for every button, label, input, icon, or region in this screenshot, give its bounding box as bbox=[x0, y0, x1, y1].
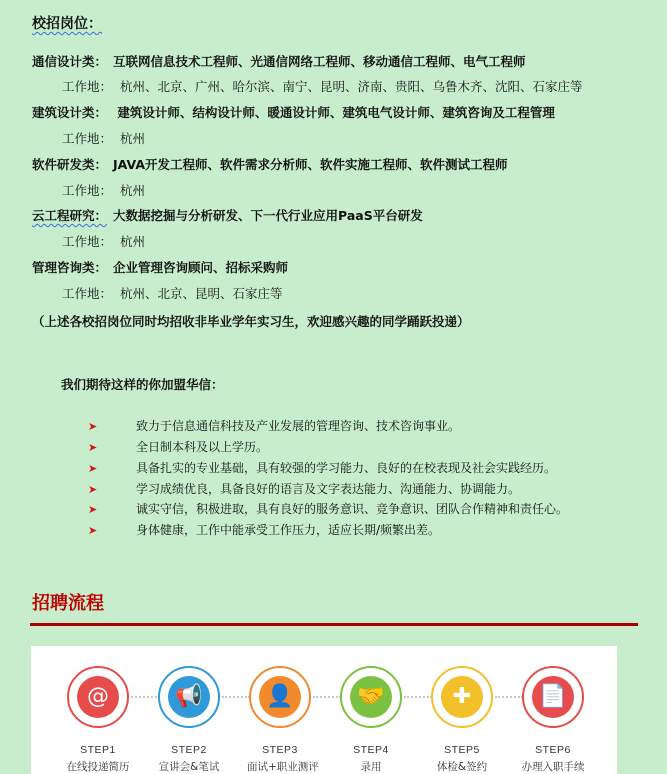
location-value: 杭州 bbox=[120, 183, 146, 198]
step-connector bbox=[222, 696, 250, 698]
location-label: 工作地： bbox=[62, 183, 113, 198]
medical-kit-icon: ✚ bbox=[452, 684, 472, 709]
step-name: 面试+职业测评 bbox=[247, 761, 319, 773]
category-jobs: 互联网信息技术工程师、光通信网络工程师、移动通信工程师、电气工程师 bbox=[113, 54, 526, 69]
step-number: STEP5 bbox=[444, 744, 480, 756]
step-2 bbox=[156, 666, 222, 774]
category-cloud bbox=[32, 206, 423, 224]
step-name: 在线投递简历 bbox=[66, 761, 130, 773]
step-4 bbox=[338, 666, 404, 774]
recruitment-process-graphic bbox=[31, 646, 617, 774]
location-label: 工作地： bbox=[62, 79, 113, 94]
step-1 bbox=[65, 666, 131, 774]
arrow-icon: ➤ bbox=[88, 462, 98, 475]
handshake-icon: 🤝 bbox=[357, 684, 385, 709]
step-connector bbox=[495, 696, 523, 698]
location-architecture bbox=[62, 129, 145, 147]
arrow-icon: ➤ bbox=[88, 503, 98, 516]
category-jobs: 企业管理咨询顾问、招标采购师 bbox=[113, 260, 289, 275]
requirement-text: 致力于信息通信科技及产业发展的管理咨询、技术咨询事业。 bbox=[136, 419, 461, 433]
requirement-text: 学习成绩优良，具备良好的语言及文字表达能力、沟通能力、协调能力。 bbox=[136, 482, 521, 496]
location-label: 工作地： bbox=[62, 131, 113, 146]
location-label: 工作地： bbox=[62, 234, 113, 249]
megaphone-icon: 📢 bbox=[175, 684, 203, 709]
category-label: 建筑设计类： bbox=[32, 105, 108, 120]
category-label: 软件研发类： bbox=[32, 157, 108, 172]
location-software bbox=[62, 181, 145, 199]
location-label: 工作地： bbox=[62, 286, 113, 301]
step-circle bbox=[522, 666, 584, 728]
requirement-item bbox=[88, 480, 520, 497]
step-number: STEP6 bbox=[535, 744, 571, 756]
requirement-text: 诚实守信，积极进取，具有良好的服务意识、竞争意识、团队合作精神和责任心。 bbox=[136, 502, 569, 516]
category-label: 管理咨询类： bbox=[32, 260, 108, 275]
arrow-icon: ➤ bbox=[88, 524, 98, 537]
category-telecom bbox=[32, 52, 526, 70]
requirement-item bbox=[88, 459, 556, 476]
step-circle bbox=[340, 666, 402, 728]
category-jobs: JAVA开发工程师、软件需求分析师、软件实施工程师、软件测试工程师 bbox=[113, 157, 508, 172]
step-name: 宣讲会&笔试 bbox=[158, 761, 220, 773]
arrow-icon: ➤ bbox=[88, 441, 98, 454]
requirement-item bbox=[88, 438, 268, 455]
requirement-item bbox=[88, 521, 440, 538]
location-consulting bbox=[62, 284, 283, 302]
requirement-item bbox=[88, 417, 460, 434]
category-label: 通信设计类： bbox=[32, 54, 108, 69]
requirement-text: 具备扎实的专业基础，具有较强的学习能力、良好的在校表现及社会实践经历。 bbox=[136, 461, 557, 475]
step-circle bbox=[158, 666, 220, 728]
step-number: STEP4 bbox=[353, 744, 389, 756]
step-number: STEP1 bbox=[80, 744, 116, 756]
step-name: 录用 bbox=[360, 761, 382, 773]
category-architecture bbox=[32, 103, 555, 121]
location-cloud bbox=[62, 232, 145, 250]
step-3 bbox=[247, 666, 319, 774]
category-jobs: 大数据挖掘与分析研发、下一代行业应用PaaS平台研发 bbox=[113, 208, 423, 223]
person-icon: 👤 bbox=[266, 684, 294, 709]
step-number: STEP3 bbox=[262, 744, 298, 756]
requirement-item bbox=[88, 500, 568, 517]
step-circle bbox=[249, 666, 311, 728]
location-value: 杭州 bbox=[120, 234, 146, 249]
location-value: 杭州 bbox=[120, 131, 146, 146]
process-title: 招聘流程 bbox=[32, 593, 104, 614]
requirement-text: 身体健康，工作中能承受工作压力，适应长期/频繁出差。 bbox=[136, 523, 441, 537]
arrow-icon: ➤ bbox=[88, 420, 98, 433]
location-value: 杭州、北京、昆明、石家庄等 bbox=[120, 286, 283, 301]
requirement-text: 全日制本科及以上学历。 bbox=[136, 440, 269, 454]
location-telecom bbox=[62, 77, 583, 95]
step-circle bbox=[431, 666, 493, 728]
section-divider bbox=[30, 623, 638, 626]
internship-note: （上述各校招岗位同时均招收非毕业学年实习生，欢迎感兴趣的同学踊跃投递） bbox=[32, 314, 470, 329]
step-connector bbox=[404, 696, 432, 698]
category-software bbox=[32, 155, 508, 173]
step-number: STEP2 bbox=[171, 744, 207, 756]
document-icon: 📄 bbox=[539, 684, 567, 709]
email-icon: @ bbox=[87, 684, 109, 709]
expectations-title: 我们期待这样的你加盟华信： bbox=[61, 377, 224, 392]
step-name: 体检&签约 bbox=[436, 761, 488, 773]
category-jobs: 建筑设计师、结构设计师、暖通设计师、建筑电气设计师、建筑咨询及工程管理 bbox=[113, 105, 555, 120]
category-consulting bbox=[32, 258, 288, 276]
category-label: 云工程研究： bbox=[32, 208, 108, 223]
step-6 bbox=[520, 666, 586, 774]
step-connector bbox=[313, 696, 341, 698]
step-name: 办理入职手续 bbox=[521, 761, 585, 773]
step-5 bbox=[429, 666, 495, 774]
location-value: 杭州、北京、广州、哈尔滨、南宁、昆明、济南、贵阳、乌鲁木齐、沈阳、石家庄等 bbox=[120, 79, 583, 94]
step-circle bbox=[67, 666, 129, 728]
arrow-icon: ➤ bbox=[88, 483, 98, 496]
section-title: 校招岗位： bbox=[32, 16, 102, 32]
